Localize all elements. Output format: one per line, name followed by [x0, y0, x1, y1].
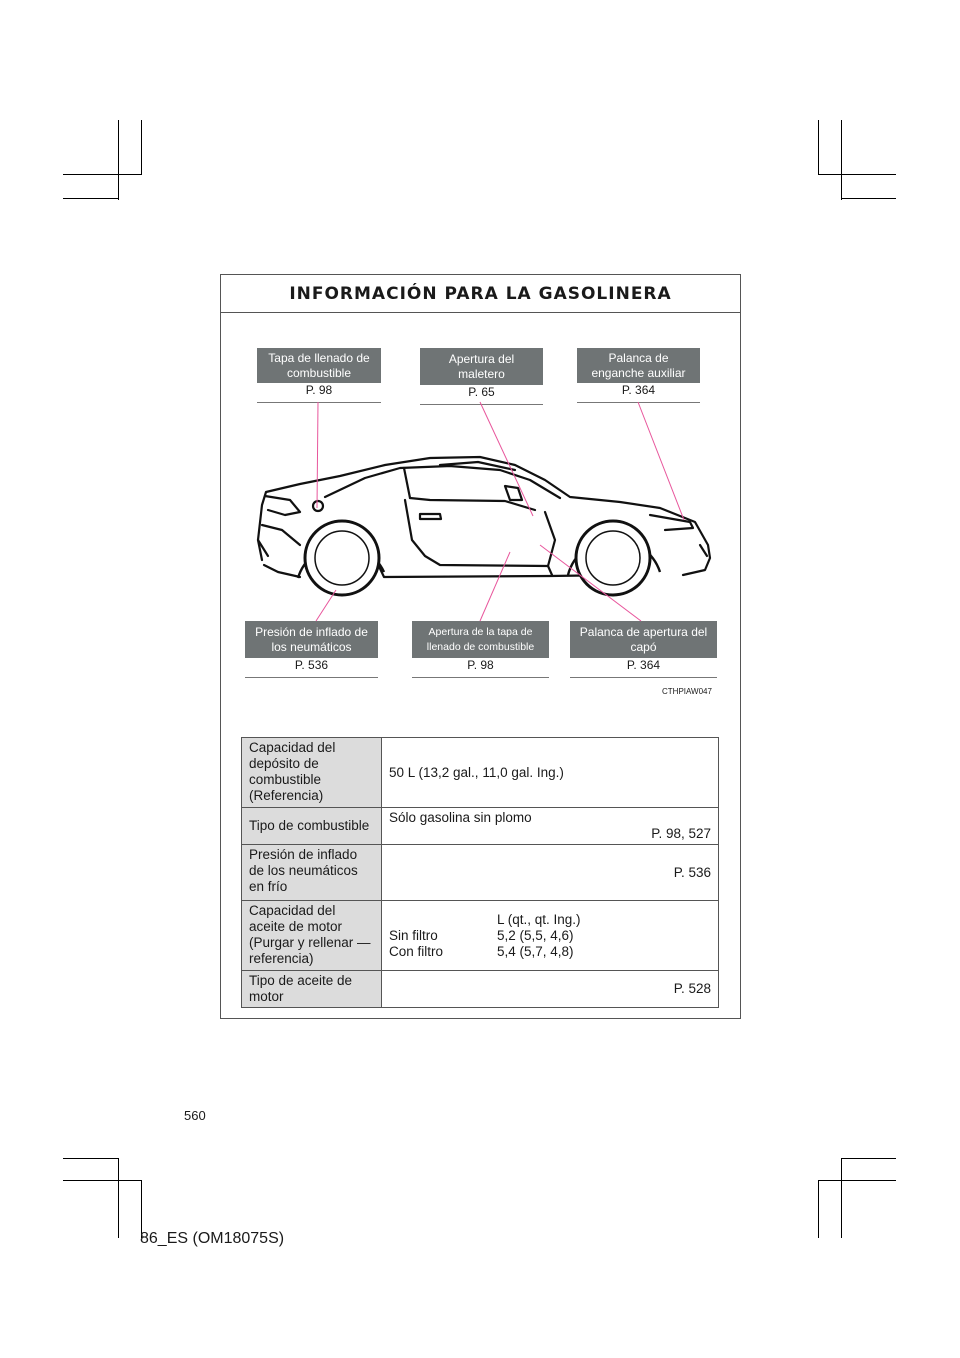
oil-row-name: Con filtro [389, 943, 444, 959]
callout-label: Apertura de la tapa de llenado de combustible [412, 621, 549, 658]
page-reference: P. 536 [382, 845, 719, 901]
table-row [242, 808, 719, 845]
page-reference: P. 364 [570, 658, 717, 678]
page-reference: P. 364 [577, 383, 700, 403]
page-reference: P. 528 [382, 971, 719, 1008]
table-row [242, 901, 719, 971]
callout-label: Tapa de llenado de combustible [257, 348, 381, 383]
callout-label: Presión de inflado de los neumáticos [245, 621, 378, 658]
fuel-capacity-value: 50 L (13,2 gal., 11,0 gal. Ing.) [389, 764, 564, 780]
info-table [241, 737, 719, 1008]
callout-label: Palanca de enganche auxiliar [577, 348, 700, 383]
oil-row-value: 5,4 (5,7, 4,8) [497, 943, 574, 959]
image-code: CTHPIAW047 [662, 687, 712, 696]
section-title: INFORMACIÓN PARA LA GASOLINERA [221, 275, 740, 313]
row-value [382, 808, 719, 845]
row-label: Tipo de combustible [242, 808, 382, 845]
page-number: 560 [184, 1108, 206, 1123]
row-label: Presión de inflado de los neumáticos en frío [242, 845, 382, 901]
fuel-type-value: Sólo gasolina sin plomo [389, 810, 532, 825]
table-row [242, 971, 719, 1008]
page-reference: P. 65 [420, 385, 543, 405]
row-value [382, 738, 719, 808]
row-value [382, 901, 719, 971]
callout-label: Apertura del maletero [420, 348, 543, 385]
oil-row-value: 5,2 (5,5, 4,6) [497, 927, 574, 943]
page-reference: P. 98 [412, 658, 549, 678]
row-label: Capacidad del depósito de combustible (Referencia) [242, 738, 382, 808]
oil-row-name: Sin filtro [389, 927, 438, 943]
table-row [242, 738, 719, 808]
callout-label: Palanca de apertura del capó [570, 621, 717, 658]
page-reference: P. 98, 527 [651, 826, 711, 841]
footer-code: 86_ES (OM18075S) [140, 1230, 285, 1247]
row-label: Tipo de aceite de motor [242, 971, 382, 1008]
row-label: Capacidad del aceite de motor (Purgar y rellenar — referencia) [242, 901, 382, 971]
page-reference: P. 536 [245, 658, 378, 678]
oil-capacity-unit: L (qt., qt. Ing.) [497, 911, 581, 927]
table-row [242, 845, 719, 901]
page-reference: P. 98 [257, 383, 381, 403]
